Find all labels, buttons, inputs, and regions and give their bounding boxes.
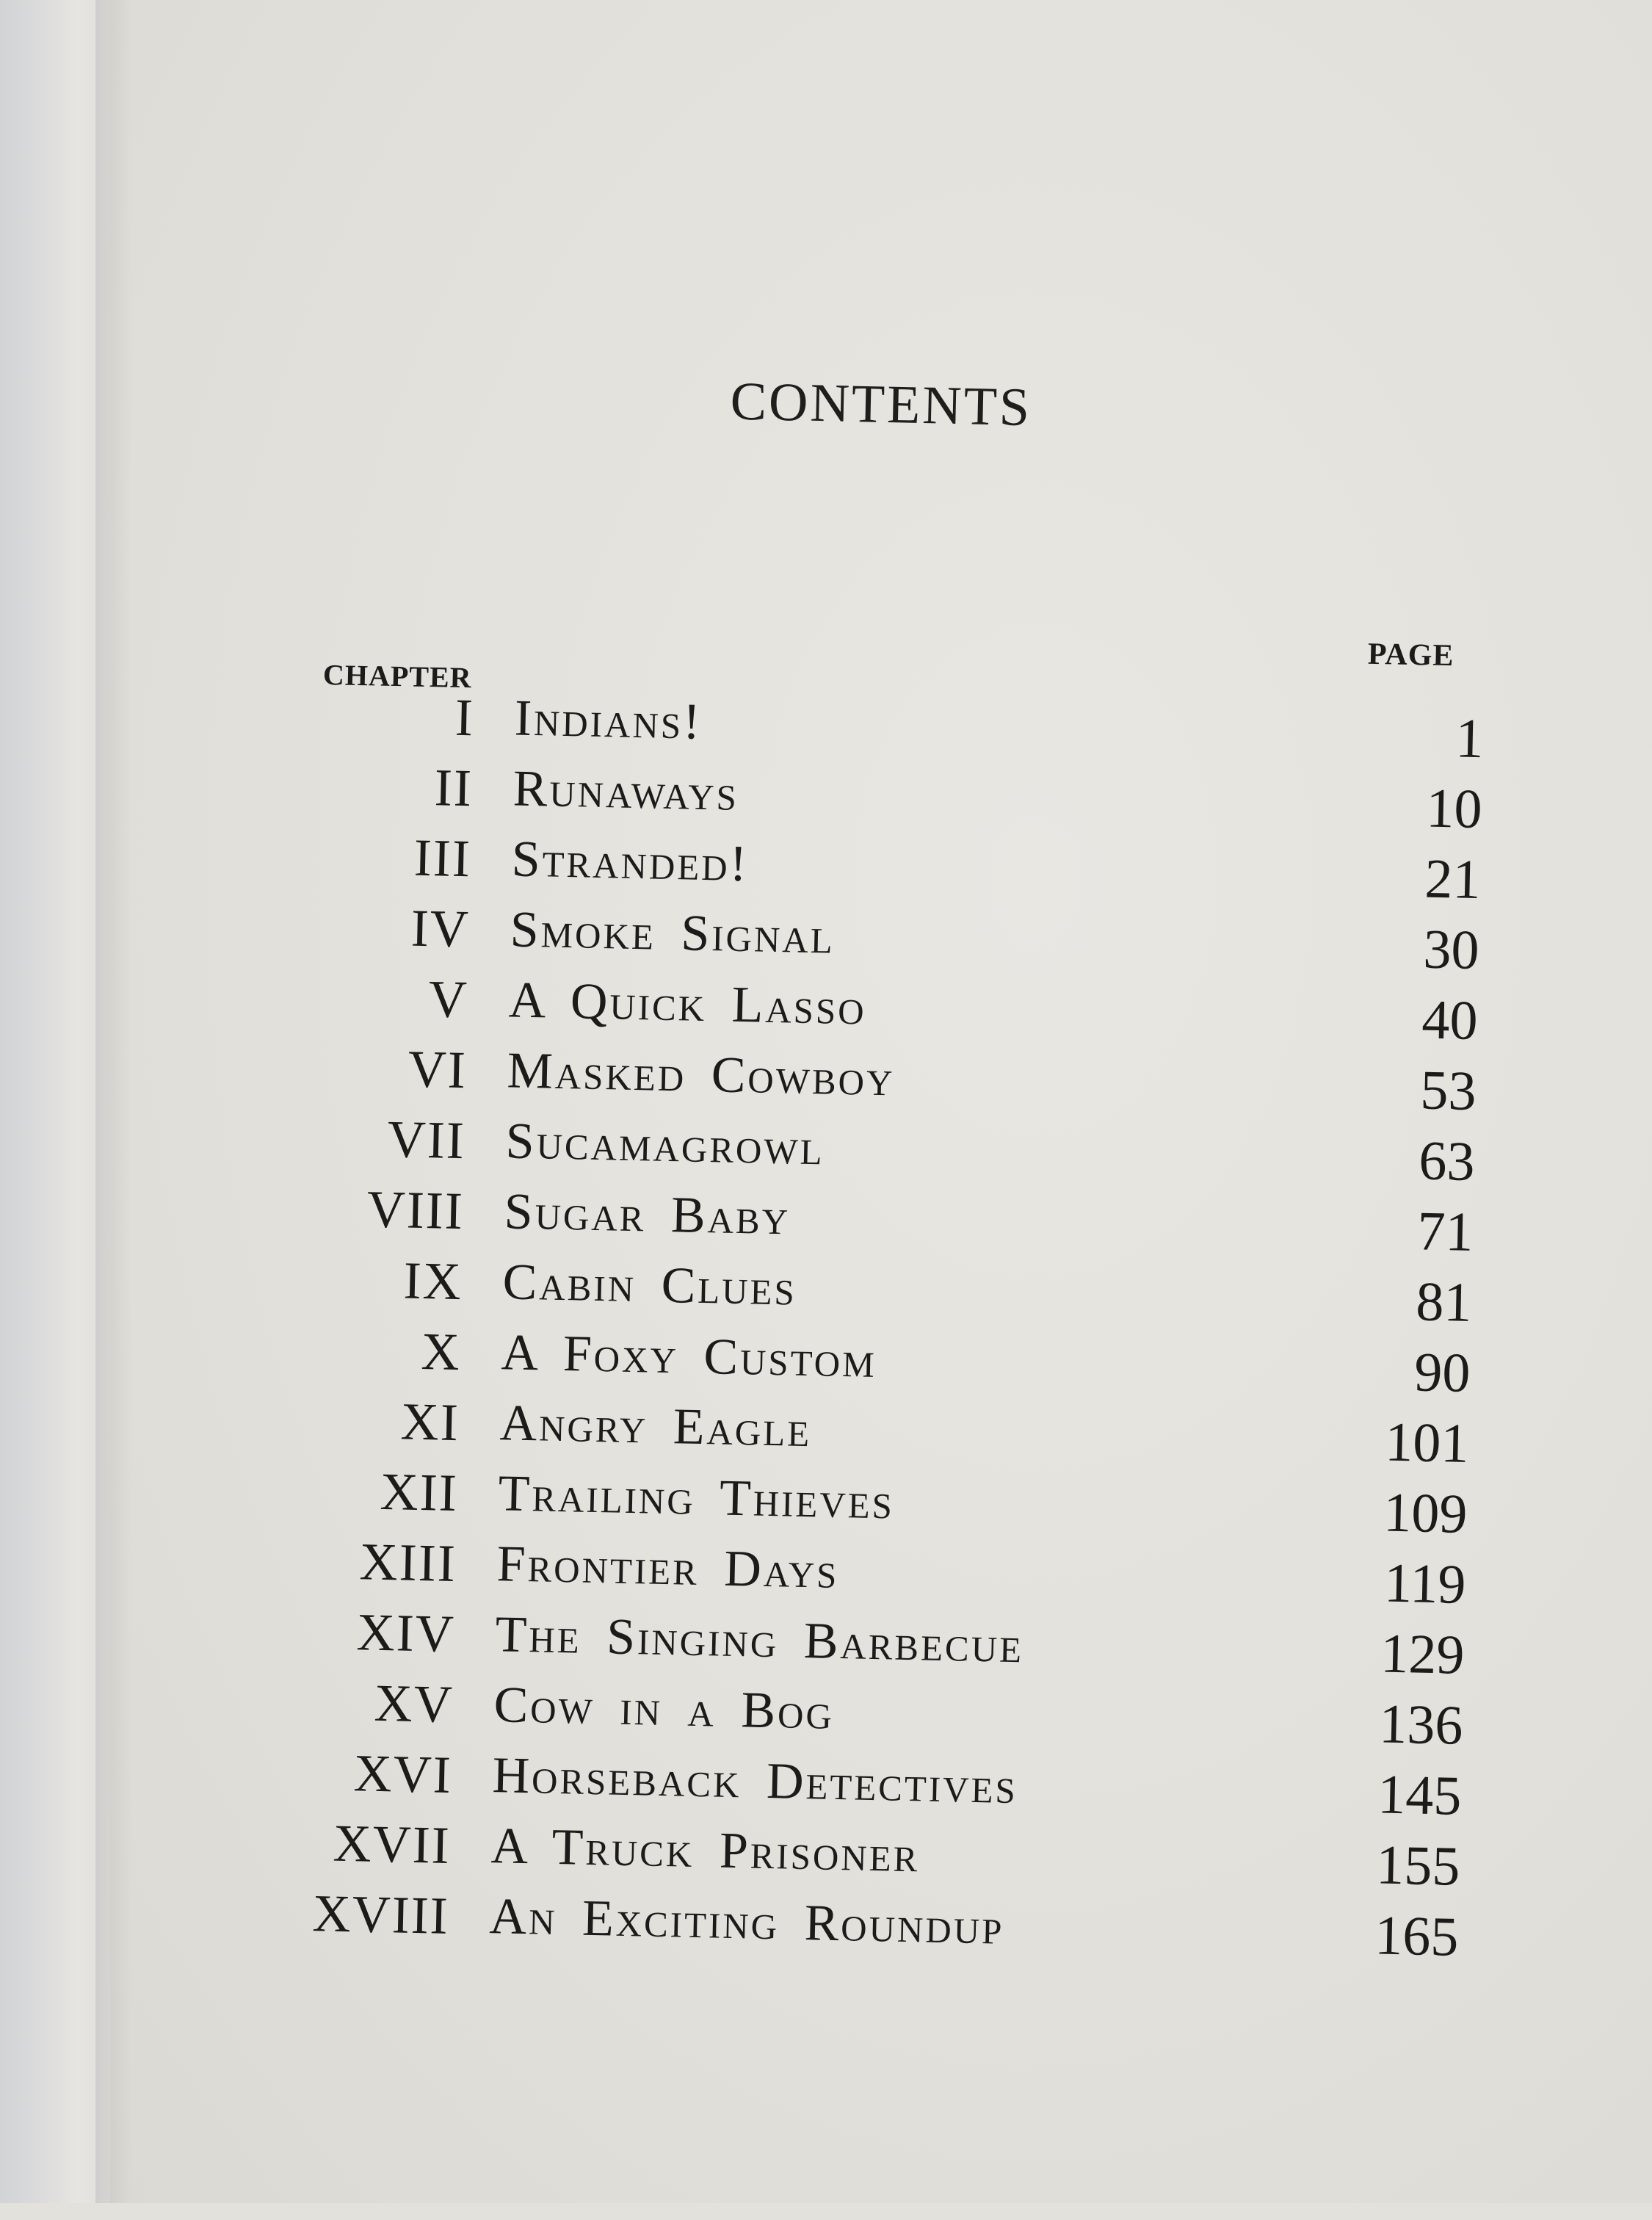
chapter-numeral: IV	[410, 898, 471, 959]
chapter-numeral: IX	[402, 1251, 463, 1312]
chapter-numeral: VII	[387, 1109, 466, 1171]
chapter-numeral: XII	[379, 1461, 459, 1523]
chapter-title: Cabin Clues	[501, 1254, 797, 1317]
chapter-title: Trailing Thieves	[497, 1465, 895, 1530]
chapter-title: Sucamagrowl	[504, 1113, 825, 1176]
page-column-header: PAGE	[1367, 637, 1454, 673]
page-number: 53	[1419, 1059, 1477, 1123]
page-number: 30	[1422, 918, 1480, 982]
page-number: 21	[1424, 847, 1482, 911]
chapter-numeral: I	[454, 687, 475, 748]
page-number: 136	[1378, 1693, 1464, 1757]
chapter-numeral: VIII	[366, 1179, 465, 1241]
chapter-numeral: XV	[373, 1673, 454, 1735]
chapter-numeral: XVI	[352, 1743, 453, 1805]
chapter-title: Indians!	[514, 690, 703, 751]
chapter-title: Sugar Baby	[503, 1183, 791, 1246]
chapter-title: A Truck Prisoner	[490, 1818, 921, 1884]
page-number: 81	[1415, 1270, 1473, 1334]
chapter-title: Angry Eagle	[499, 1395, 813, 1458]
page-number: 155	[1375, 1834, 1461, 1898]
chapter-numeral: V	[427, 969, 469, 1030]
page-number: 71	[1416, 1200, 1474, 1263]
chapter-title: The Singing Barbecue	[494, 1606, 1024, 1674]
chapter-numeral: III	[413, 828, 472, 889]
page-number: 40	[1421, 988, 1479, 1052]
chapter-title: Frontier Days	[496, 1536, 840, 1599]
chapter-numeral: X	[420, 1322, 462, 1382]
page-title: CONTENTS	[729, 371, 1032, 438]
chapter-title: A Foxy Custom	[500, 1324, 877, 1389]
chapter-title: Horseback Detectives	[491, 1747, 1018, 1815]
chapter-numeral: VI	[407, 1039, 468, 1100]
page-number: 165	[1374, 1904, 1460, 1968]
chapter-title: Stranded!	[511, 831, 750, 893]
page-number: 129	[1380, 1622, 1466, 1686]
chapter-title: Smoke Signal	[509, 901, 836, 965]
chapter-title: Cow in a Bog	[493, 1677, 835, 1740]
chapter-title: An Exciting Roundup	[488, 1888, 1005, 1956]
chapter-numeral: XIV	[355, 1602, 456, 1664]
page-number: 10	[1425, 777, 1483, 841]
chapter-title: A Quick Lasso	[507, 972, 867, 1036]
chapter-title: Runaways	[512, 760, 739, 822]
chapter-numeral: XVII	[332, 1813, 452, 1875]
page-number: 101	[1384, 1411, 1470, 1475]
chapter-column-header: CHAPTER	[322, 658, 473, 695]
chapter-numeral: XVIII	[311, 1884, 450, 1945]
chapter-numeral: XIII	[358, 1532, 457, 1594]
page-number: 90	[1413, 1341, 1471, 1404]
chapter-numeral: II	[434, 758, 474, 818]
chapter-title: Masked Cowboy	[506, 1042, 896, 1107]
page-number: 63	[1418, 1129, 1476, 1193]
page-number: 119	[1383, 1552, 1467, 1616]
page-number: 1	[1454, 707, 1485, 770]
page-number: 145	[1377, 1763, 1463, 1827]
page-number: 109	[1383, 1481, 1468, 1545]
chapter-numeral: XI	[399, 1392, 460, 1453]
